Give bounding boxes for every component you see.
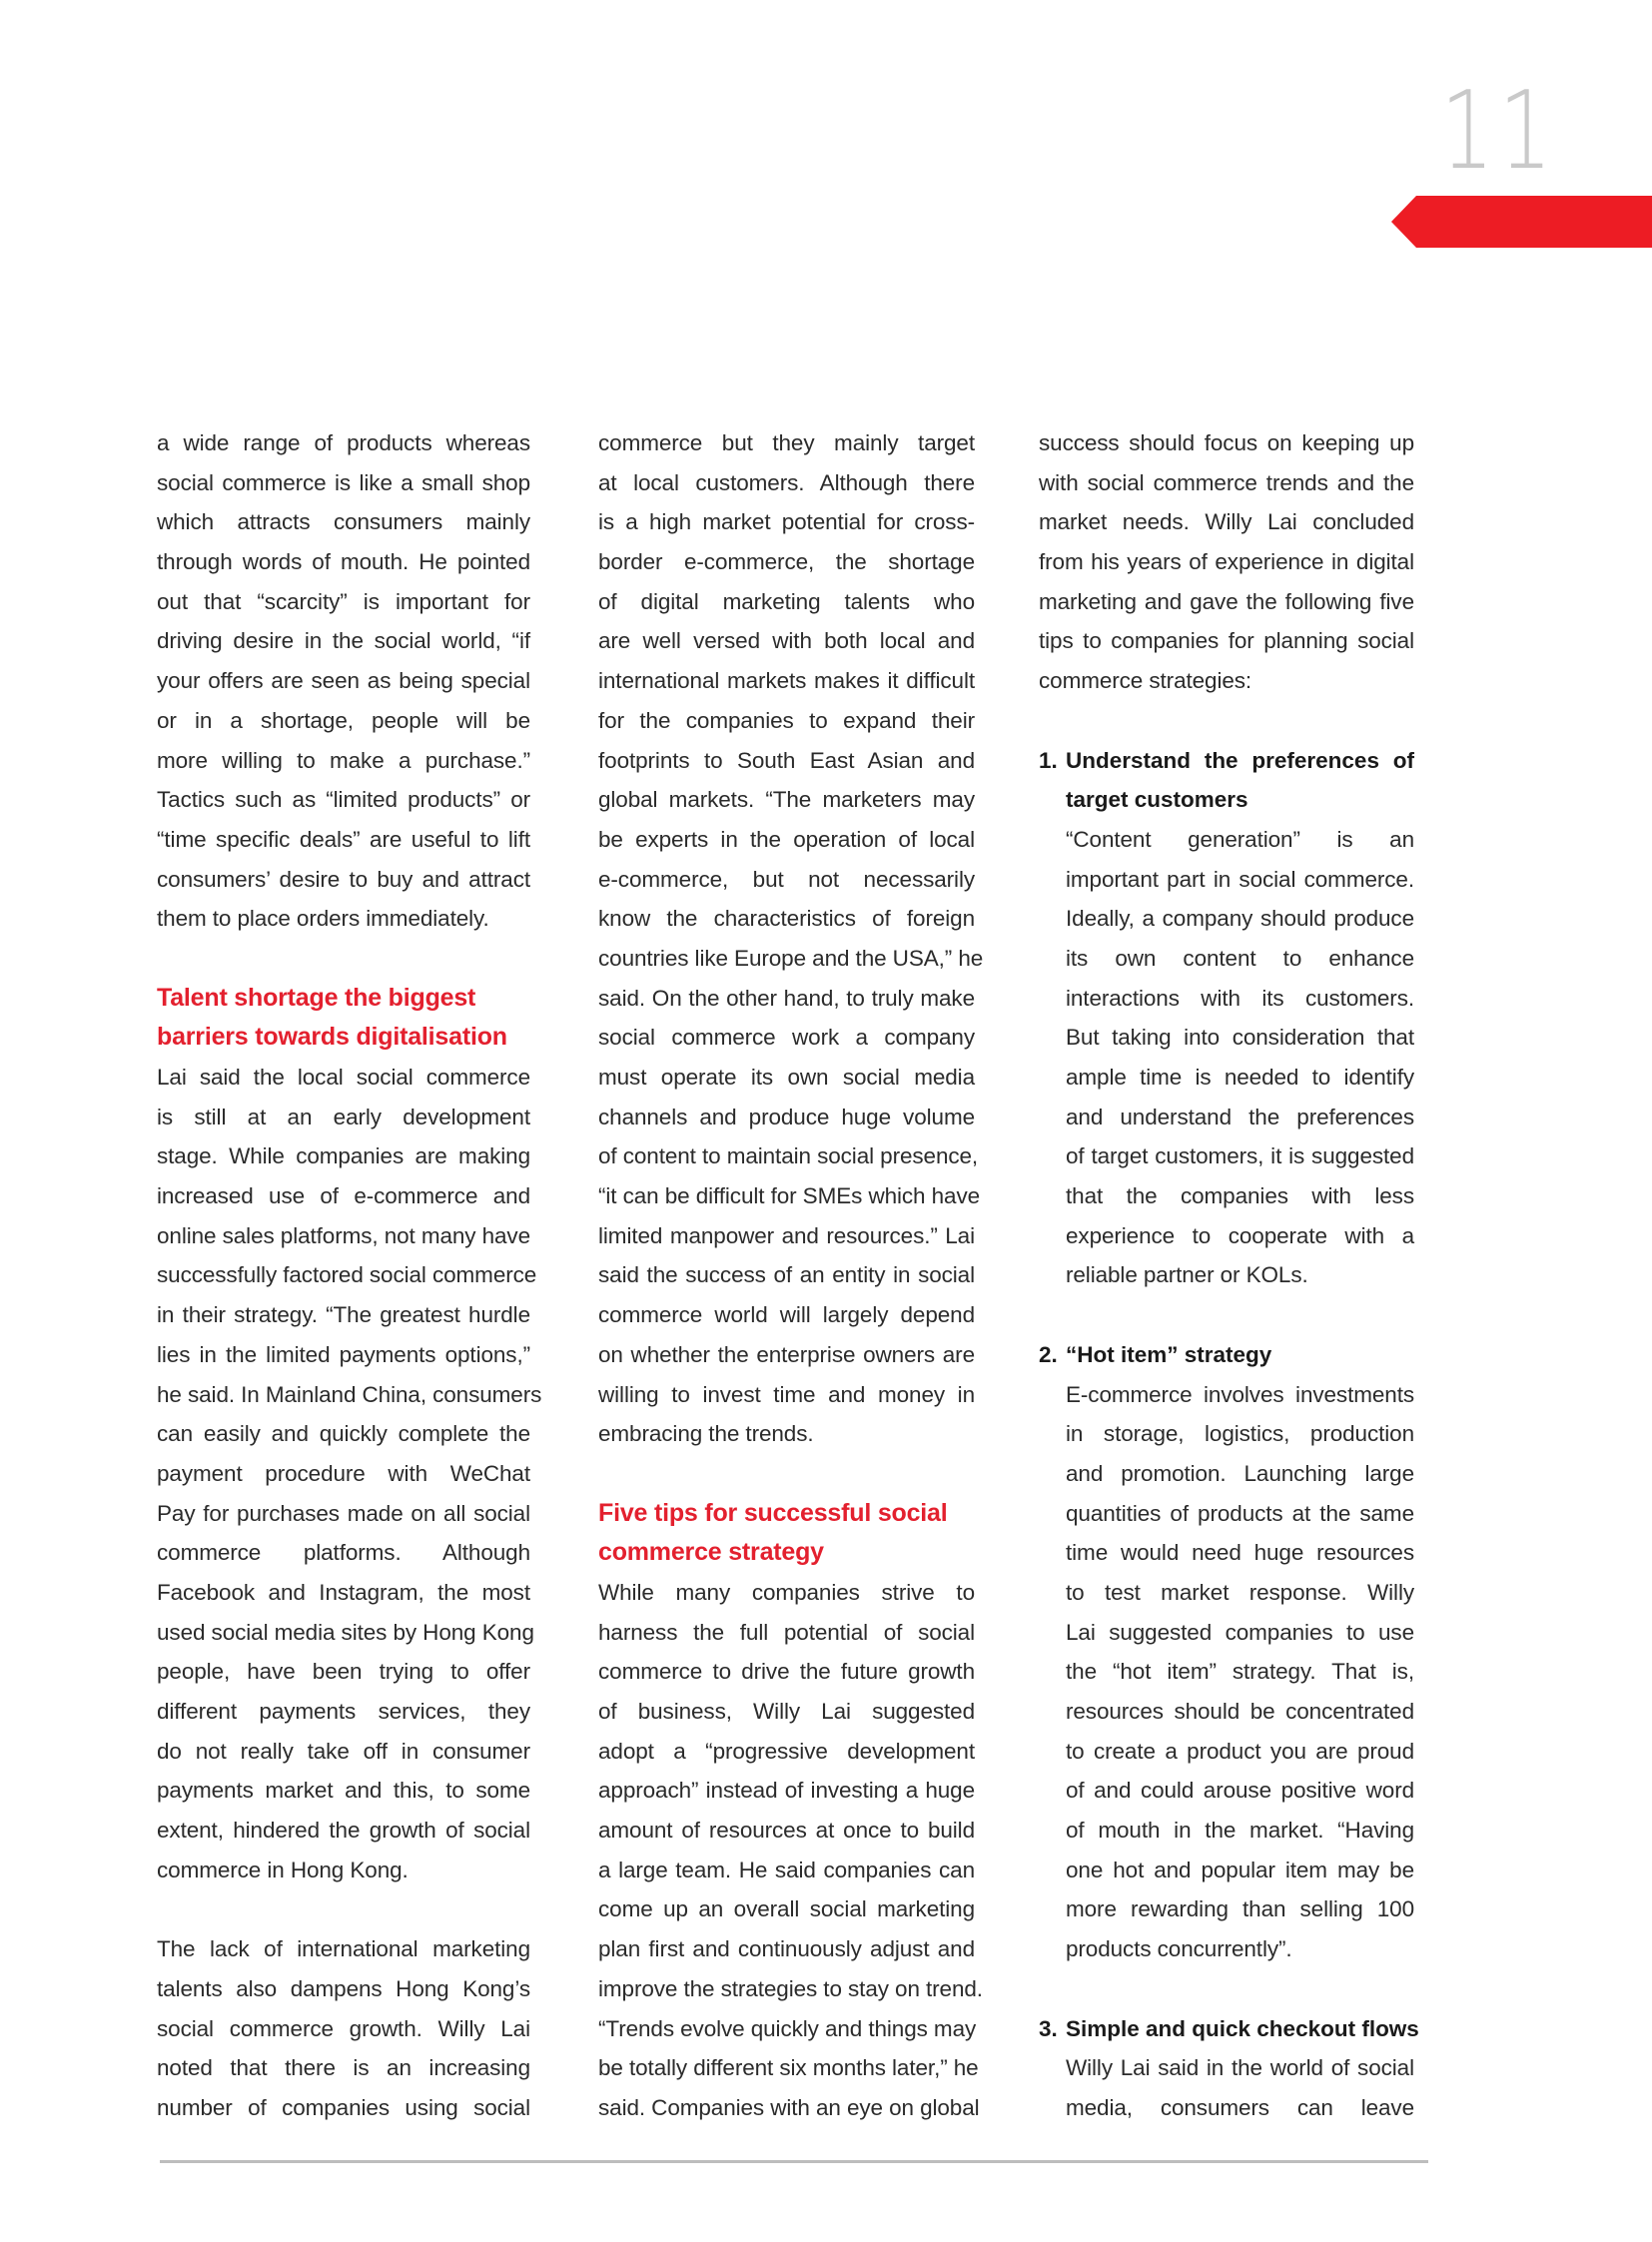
paragraph: [157, 1058, 542, 1889]
text-line: But taking into consideration that: [1066, 1025, 1414, 1051]
text-line: more willing to make a purchase.”: [157, 747, 530, 773]
text-line: them to place orders immediately.: [157, 906, 489, 932]
text-line: time would need huge resources: [1066, 1540, 1414, 1566]
text-line: market needs. Willy Lai concluded: [1039, 509, 1414, 535]
text-line: one hot and popular item may be: [1066, 1857, 1414, 1882]
text-line: quantities of products at the same: [1066, 1500, 1414, 1526]
text-line: social commerce is like a small shop: [157, 469, 530, 495]
text-line: come up an overall social marketing: [598, 1896, 975, 1922]
text-line: increased use of e-commerce and: [157, 1183, 530, 1209]
text-line: reliable partner or KOLs.: [1066, 1262, 1308, 1288]
tip-title: [1039, 1335, 1414, 1375]
text-line: of digital marketing talents who: [598, 588, 975, 614]
text-line: do not really take off in consumer: [157, 1738, 530, 1764]
text-line: ample time is needed to identify: [1066, 1065, 1414, 1090]
spacer: [1039, 1969, 1414, 2009]
section-heading-five-tips: [598, 1494, 975, 1573]
text-line: social commerce work a company: [598, 1025, 975, 1051]
section-heading-line: commerce strategy: [598, 1538, 824, 1567]
tip-title-text: Simple and quick checkout flows: [1066, 2015, 1419, 2041]
spacer: [157, 1889, 530, 1929]
text-line: commerce strategies:: [1039, 668, 1252, 694]
tip-item: [1039, 2009, 1419, 2128]
spacer: [157, 939, 530, 979]
section-heading-line: barriers towards digitalisation: [157, 1023, 507, 1052]
text-line: tips to companies for planning social: [1039, 628, 1414, 654]
text-line: he said. In Mainland China, consumers: [157, 1381, 542, 1407]
text-line: which attracts consumers mainly: [157, 509, 530, 535]
text-line: said the success of an entity in social: [598, 1262, 975, 1288]
text-line: “it can be difficult for SMEs which have: [598, 1183, 981, 1209]
paragraph: [598, 1573, 983, 2128]
text-line: its own content to enhance: [1066, 945, 1414, 971]
text-line: out that “scarcity” is important for: [157, 588, 530, 614]
tip-title: [1039, 741, 1414, 781]
text-line: talents also dampens Hong Kong’s: [157, 1975, 530, 2001]
paragraph: [1039, 423, 1414, 701]
text-line: amount of resources at once to build: [598, 1818, 975, 1844]
text-line: to test market response. Willy: [1066, 1579, 1414, 1605]
text-line: number of companies using social: [157, 2094, 530, 2120]
paragraph: [157, 423, 530, 939]
text-line: embracing the trends.: [598, 1421, 814, 1447]
text-line: be experts in the operation of local: [598, 826, 975, 852]
text-line: a large team. He said companies can: [598, 1857, 975, 1882]
text-line: resources should be concentrated: [1066, 1699, 1414, 1724]
text-line: The lack of international marketing: [157, 1936, 530, 1962]
tip-item: [1039, 1335, 1414, 1969]
text-line: with social commerce trends and the: [1039, 469, 1414, 495]
text-line: Lai suggested companies to use: [1066, 1619, 1414, 1645]
text-line: must operate its own social media: [598, 1065, 975, 1090]
text-line: to create a product you are proud: [1066, 1738, 1414, 1764]
text-line: Lai said the local social commerce: [157, 1065, 530, 1090]
text-line: of and could arouse positive word: [1066, 1778, 1414, 1804]
article-column-2: [598, 423, 984, 2128]
text-line: be totally different six months later,” he: [598, 2055, 979, 2081]
spacer: [598, 1454, 975, 1494]
text-line: online sales platforms, not many have: [157, 1222, 530, 1248]
text-line: driving desire in the social world, “if: [157, 628, 530, 654]
paragraph: [157, 1929, 530, 2127]
text-line: successfully factored social commerce: [157, 1262, 537, 1288]
section-heading-line: Talent shortage the biggest: [157, 983, 476, 1012]
text-line: of content to maintain social presence,: [598, 1143, 979, 1169]
text-line: limited manpower and resources.” Lai: [598, 1222, 975, 1248]
text-line: your offers are seen as being special: [157, 668, 530, 694]
tips-list: [1039, 741, 1419, 2128]
text-line: payment procedure with WeChat: [157, 1460, 530, 1486]
text-line: important part in social commerce.: [1066, 866, 1414, 892]
section-heading-line: Five tips for successful social: [598, 1498, 948, 1527]
text-line: footprints to South East Asian and: [598, 747, 975, 773]
text-line: on whether the enterprise owners are: [598, 1341, 975, 1367]
text-line: commerce platforms. Although: [157, 1540, 530, 1566]
text-line: “Content generation” is an: [1066, 826, 1414, 852]
text-line: a wide range of products whereas: [157, 430, 530, 455]
text-line: willing to invest time and money in: [598, 1381, 975, 1407]
text-line: success should focus on keeping up: [1039, 430, 1414, 455]
tip-title: [1039, 780, 1414, 820]
text-line: commerce to drive the future growth: [598, 1659, 975, 1685]
text-line: for the companies to expand their: [598, 707, 975, 733]
text-line: know the characteristics of foreign: [598, 906, 975, 932]
text-line: and promotion. Launching large: [1066, 1460, 1414, 1486]
text-line: in their strategy. “The greatest hurdle: [157, 1302, 530, 1328]
text-line: through words of mouth. He pointed: [157, 549, 530, 575]
text-line: consumers’ desire to buy and attract: [157, 866, 530, 892]
page-tab-marker: [1391, 196, 1652, 248]
text-line: e-commerce, but not necessarily: [598, 866, 975, 892]
text-line: of business, Willy Lai suggested: [598, 1699, 975, 1724]
spacer: [1039, 701, 1414, 741]
text-line: commerce but they mainly target: [598, 430, 975, 455]
tip-title-text: target customers: [1066, 787, 1248, 813]
tip-title: [1039, 2009, 1419, 2049]
text-line: “time specific deals” are useful to lift: [157, 826, 530, 852]
text-line: Pay for purchases made on all social: [157, 1500, 530, 1526]
text-line: at local customers. Although there: [598, 469, 975, 495]
text-line: countries like Europe and the USA,” he: [598, 945, 984, 971]
text-line: products concurrently”.: [1066, 1936, 1292, 1962]
section-heading-talent-shortage: [157, 979, 530, 1058]
text-line: or in a shortage, people will be: [157, 707, 530, 733]
text-line: border e-commerce, the shortage: [598, 549, 975, 575]
text-line: improve the strategies to stay on trend.: [598, 1975, 983, 2001]
text-line: Ideally, a company should produce: [1066, 906, 1414, 932]
text-line: “Trends evolve quickly and things may: [598, 2015, 977, 2041]
text-line: of target customers, it is suggested: [1066, 1143, 1414, 1169]
text-line: Facebook and Instagram, the most: [157, 1579, 530, 1605]
spacer: [1039, 1295, 1414, 1335]
text-line: channels and produce huge volume: [598, 1104, 975, 1129]
text-line: is a high market potential for cross-: [598, 509, 975, 535]
text-line: extent, hindered the growth of social: [157, 1818, 530, 1844]
text-line: lies in the limited payments options,”: [157, 1341, 530, 1367]
text-line: plan first and continuously adjust and: [598, 1936, 975, 1962]
text-line: social commerce growth. Willy Lai: [157, 2015, 530, 2041]
text-line: media, consumers can leave: [1066, 2094, 1414, 2120]
text-line: are well versed with both local and: [598, 628, 975, 654]
text-line: experience to cooperate with a: [1066, 1222, 1414, 1248]
text-line: is still at an early development: [157, 1104, 530, 1129]
text-line: Tactics such as “limited products” or: [157, 787, 530, 813]
text-line: adopt a “progressive development: [598, 1738, 975, 1764]
tip-number: 1.: [1039, 747, 1058, 773]
tip-title-text: “Hot item” strategy: [1066, 1341, 1272, 1367]
text-line: commerce in Hong Kong.: [157, 1857, 409, 1882]
text-line: from his years of experience in digital: [1039, 549, 1414, 575]
article-column-1: [157, 423, 542, 2128]
text-line: people, have been trying to offer: [157, 1659, 530, 1685]
text-line: harness the full potential of social: [598, 1619, 975, 1645]
text-line: said. On the other hand, to truly make: [598, 985, 975, 1011]
text-line: the “hot item” strategy. That is,: [1066, 1659, 1414, 1685]
paragraph: [598, 423, 984, 1454]
footer-rule: [160, 2160, 1428, 2163]
text-line: in storage, logistics, production: [1066, 1421, 1414, 1447]
tip-item: [1039, 741, 1414, 1296]
text-line: different payments services, they: [157, 1699, 530, 1724]
text-line: While many companies strive to: [598, 1579, 975, 1605]
tip-number: 3.: [1039, 2015, 1058, 2041]
text-line: Willy Lai said in the world of social: [1066, 2055, 1414, 2081]
page-number: 11: [1440, 69, 1557, 194]
text-line: more rewarding than selling 100: [1066, 1896, 1414, 1922]
text-line: approach” instead of investing a huge: [598, 1778, 975, 1804]
text-line: used social media sites by Hong Kong: [157, 1619, 534, 1645]
text-line: commerce world will largely depend: [598, 1302, 975, 1328]
article-column-3: [1039, 423, 1419, 2128]
text-line: payments market and this, to some: [157, 1778, 530, 1804]
text-line: E-commerce involves investments: [1066, 1381, 1414, 1407]
tip-title-text: Understand the preferences of: [1066, 747, 1414, 773]
text-line: international markets makes it difficult: [598, 668, 975, 694]
text-line: global markets. “The marketers may: [598, 787, 975, 813]
text-line: said. Companies with an eye on global: [598, 2094, 980, 2120]
text-line: that the companies with less: [1066, 1183, 1414, 1209]
text-line: and understand the preferences: [1066, 1104, 1414, 1129]
tip-number: 2.: [1039, 1341, 1058, 1367]
text-line: stage. While companies are making: [157, 1143, 530, 1169]
text-line: noted that there is an increasing: [157, 2055, 530, 2081]
text-line: marketing and gave the following five: [1039, 588, 1414, 614]
red-arrow-tab-shape: [1391, 196, 1652, 248]
text-line: interactions with its customers.: [1066, 985, 1414, 1011]
text-line: can easily and quickly complete the: [157, 1421, 530, 1447]
text-line: of mouth in the market. “Having: [1066, 1818, 1414, 1844]
